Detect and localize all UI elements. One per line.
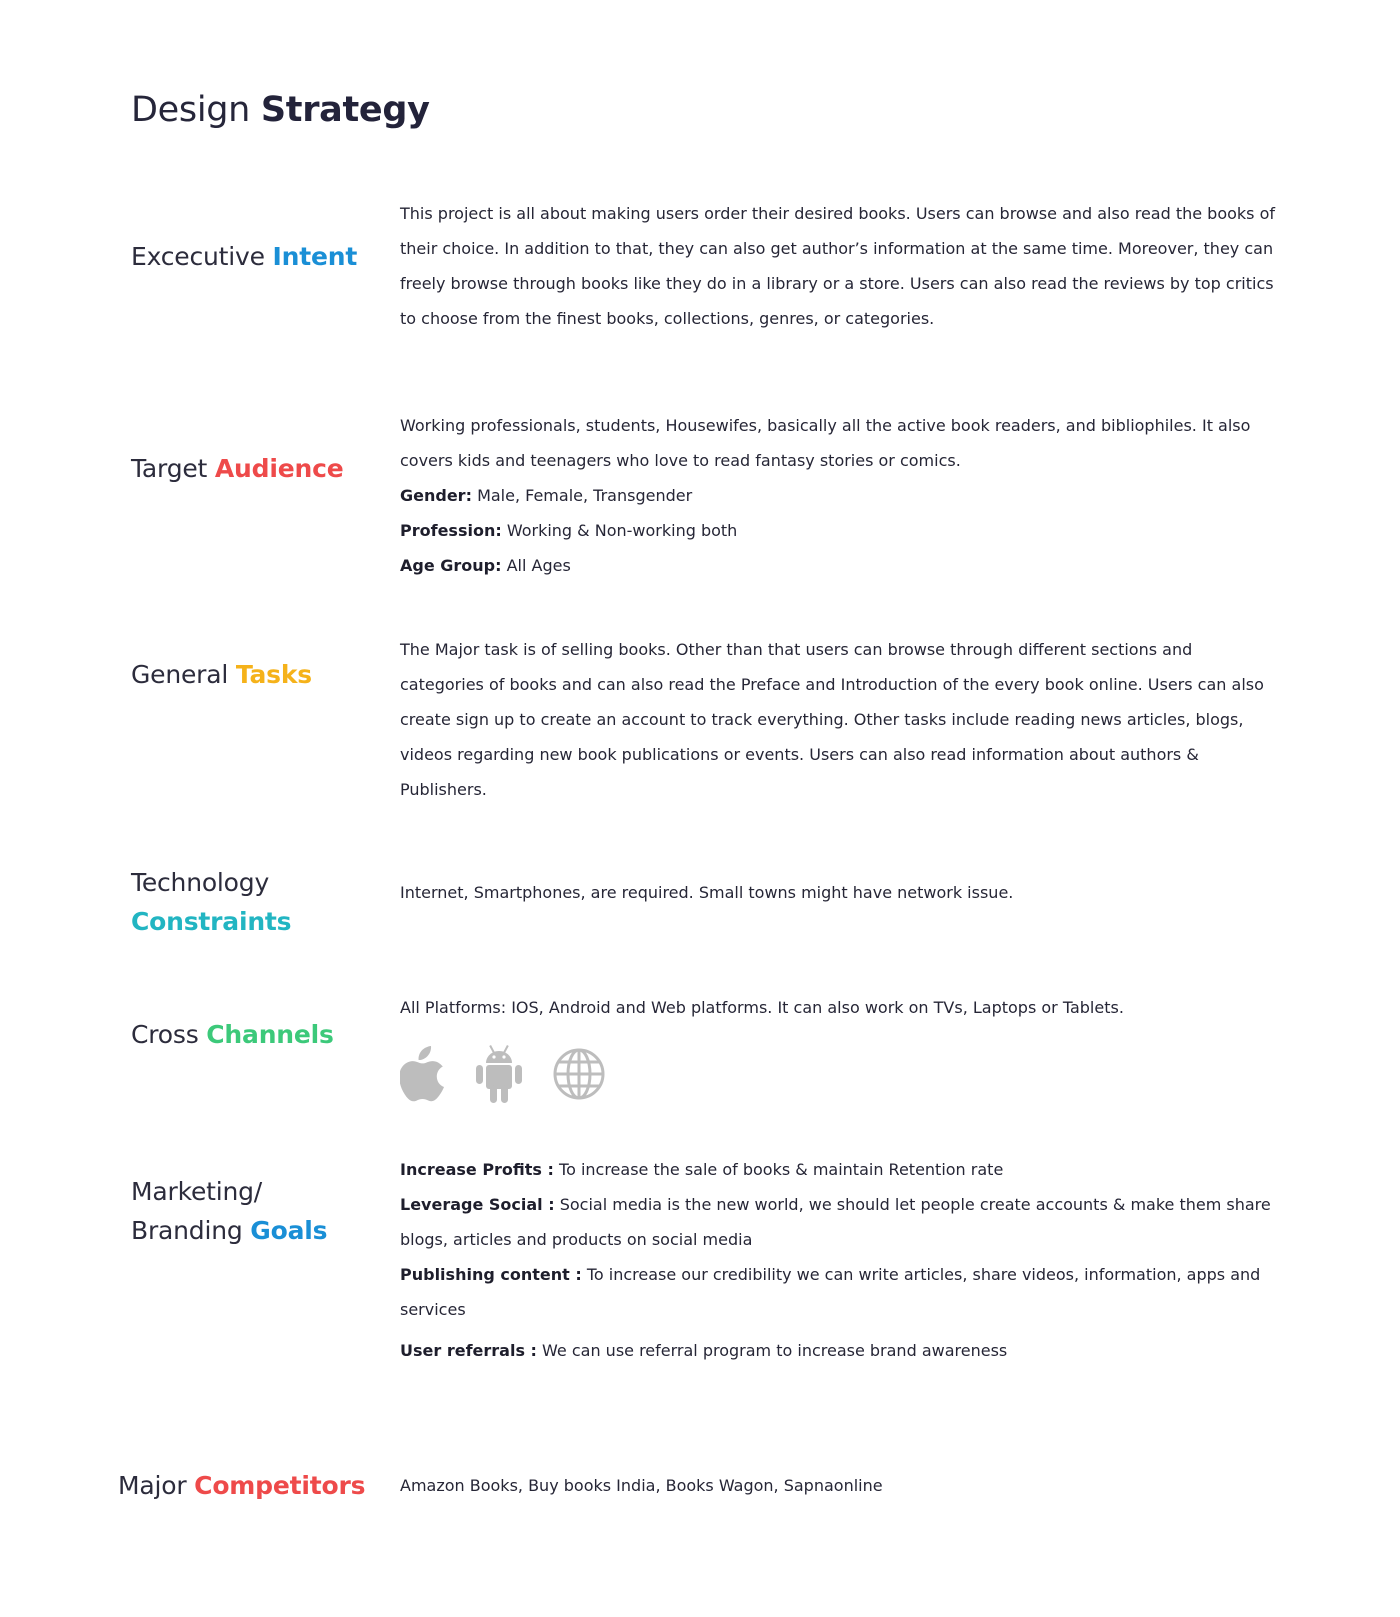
goal-item [400,1257,1280,1327]
goal-value: We can use referral program to increase brand awareness [542,1341,1008,1360]
section-label-competitors [118,1466,365,1505]
label-accent: Tasks [235,660,312,689]
section-label-audience [131,449,343,488]
goal-item [400,1333,1280,1368]
label-regular: Technology [131,868,270,897]
constraints-text: Internet, Smartphones, are required. Small towns might have network issue. [400,883,1014,902]
platform-icons [400,1045,1280,1103]
label-accent: Competitors [194,1471,366,1500]
goal-item [400,1187,1280,1257]
channels-text: All Platforms: IOS, Android and Web platforms. It can also work on TVs, Laptops or Tablets. [400,998,1124,1017]
section-content-channels [400,990,1280,1103]
label-accent: Goals [250,1216,328,1245]
section-content-audience [400,408,1280,583]
profession-value: Working & Non-working both [506,521,738,540]
label-regular: Cross [131,1020,199,1049]
audience-age [400,548,1280,583]
label-regular: Excecutive [131,242,265,271]
goal-label: Publishing content : [400,1265,582,1284]
section-content-intent [400,196,1280,336]
audience-profession [400,513,1280,548]
section-content-tasks [400,632,1280,807]
globe-icon [552,1047,606,1101]
section-label-constraints [131,863,291,941]
audience-gender [400,478,1280,513]
page-title [131,90,430,130]
goal-value: To increase the sale of books & maintain Retention rate [559,1160,1004,1179]
tasks-text: The Major task is of selling books. Other than that users can browse through different sections and categories of books and can also read the Preface and Introduction of the every book online. Users can also create sign up to create an account to track everything. Other tasks include reading news articles, blogs, videos regarding new book publications or events. Users can also read information about authors & Publishers. [400,640,1264,799]
section-content-constraints [400,875,1280,910]
goal-item [400,1152,1280,1187]
intent-text: This project is all about making users order their desired books. Users can browse and also read the books of their choice. In addition to that, they can also get author’s information at the same time. Moreover, they can freely browse through books like they do in a library or a store. Users can also read the reviews by top critics to choose from the finest books, collections, genres, or categories. [400,204,1276,328]
section-label-tasks [131,655,312,694]
label-line1: Marketing/ [131,1177,263,1206]
goal-value: Social media is the new world, we should let people create accounts & make them share blogs, articles and products on social media [400,1195,1271,1249]
page-title-bold: Strategy [260,90,430,130]
goal-label: Increase Profits : [400,1160,554,1179]
section-content-competitors [400,1468,1280,1503]
audience-text: Working professionals, students, Housewifes, basically all the active book readers, and bibliophiles. It also covers kids and teenagers who love to read fantasy stories or comics. [400,416,1251,470]
age-label: Age Group: [400,556,502,575]
android-icon [474,1045,524,1103]
section-label-intent [131,237,357,276]
label-accent: Constraints [131,907,292,936]
label-regular: Branding [131,1216,243,1245]
age-value: All Ages [506,556,571,575]
gender-label: Gender: [400,486,472,505]
label-regular: Major [118,1471,187,1500]
section-label-channels [131,1015,334,1054]
goal-label: Leverage Social : [400,1195,555,1214]
label-accent: Channels [206,1020,334,1049]
goal-label: User referrals : [400,1341,537,1360]
label-regular: General [131,660,229,689]
profession-label: Profession: [400,521,502,540]
page-title-regular: Design [131,90,251,130]
label-accent: Audience [214,454,344,483]
section-content-goals [400,1152,1280,1368]
goal-value: To increase our credibility we can write articles, share videos, information, apps and services [400,1265,1261,1319]
label-regular: Target [131,454,208,483]
gender-value: Male, Female, Transgender [477,486,693,505]
apple-icon [400,1046,446,1102]
label-line2 [131,1211,327,1250]
label-accent: Intent [272,242,358,271]
competitors-text: Amazon Books, Buy books India, Books Wagon, Sapnaonline [400,1476,883,1495]
section-label-goals [131,1172,327,1250]
